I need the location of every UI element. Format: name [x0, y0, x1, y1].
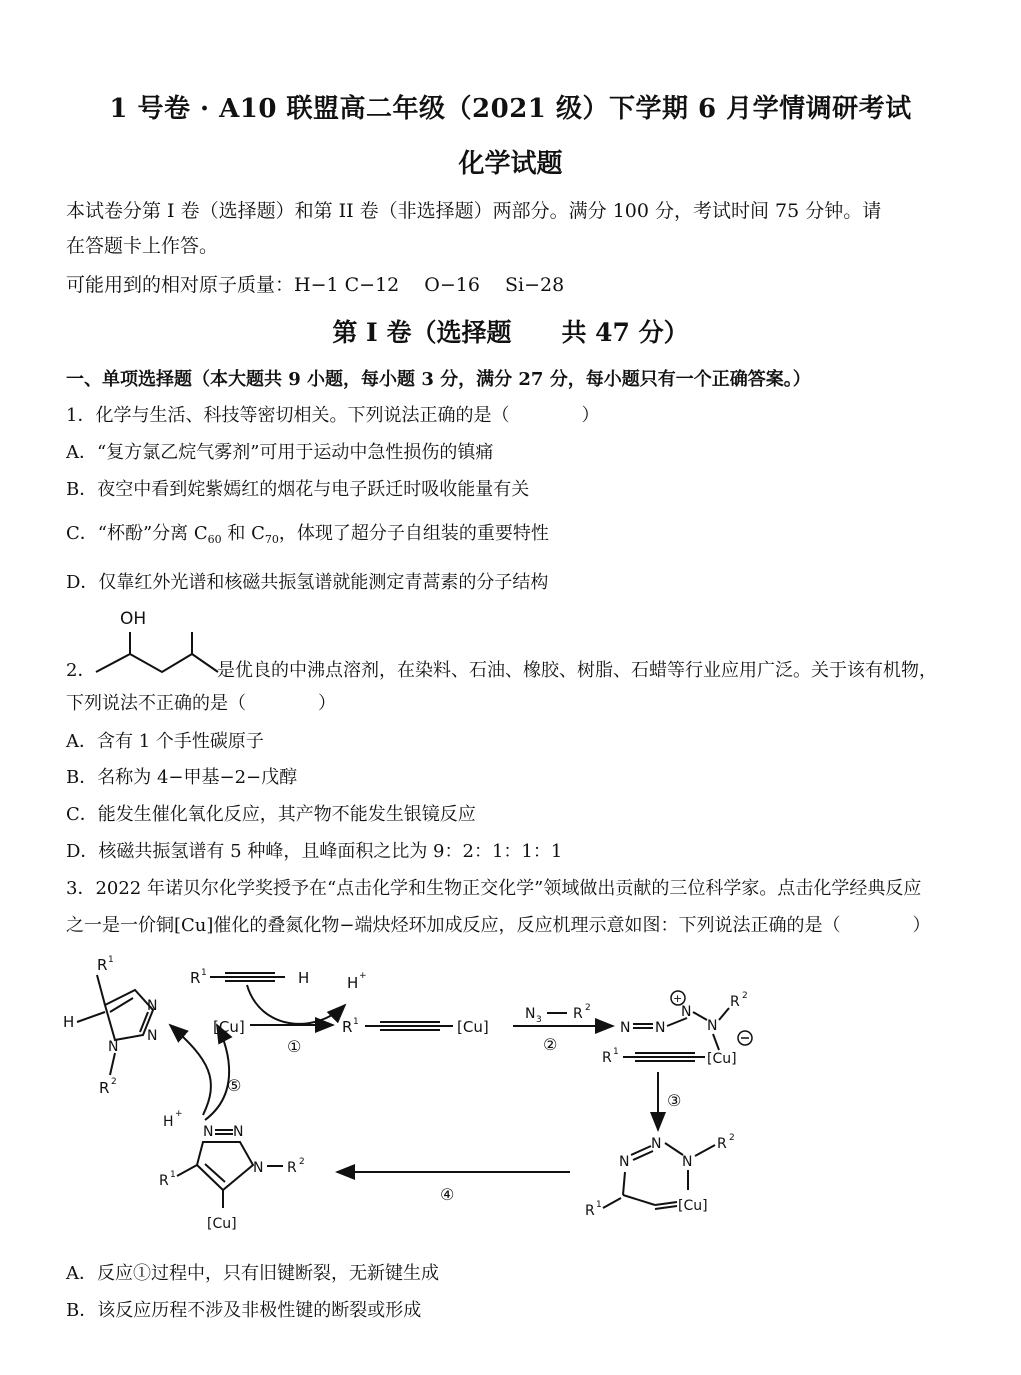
svg-text:H: H	[298, 969, 310, 987]
metallacycle-intermediate	[585, 1133, 735, 1219]
svg-text:2: 2	[729, 1133, 735, 1143]
svg-text:N: N	[147, 1028, 158, 1044]
svg-text:R: R	[717, 1136, 727, 1152]
svg-text:R: R	[190, 969, 201, 987]
svg-text:N: N	[620, 1020, 631, 1036]
section-heading: 一、单项选择题（本大题共 9 小题，每小题 3 分，满分 27 分，每小题只有一个正确答案。）	[66, 369, 811, 390]
svg-text:[Cu]: [Cu]	[707, 1051, 737, 1067]
svg-text:R: R	[287, 1160, 297, 1176]
exam-title: 1 号卷 · A10 联盟高二年级（2021 级）下学期 6 月学情调研考试	[109, 94, 912, 124]
triazole-product	[63, 955, 157, 1097]
svg-text:1: 1	[613, 1047, 619, 1057]
cu-catalyst: [Cu]	[213, 1018, 245, 1036]
q2-option-d: D．核磁共振氢谱有 5 种峰，且峰面积之比为 9：2：1：1：1	[66, 841, 563, 862]
copper-triazolide	[159, 1124, 305, 1232]
skeletal-formula	[92, 604, 222, 684]
svg-text:[Cu]: [Cu]	[678, 1198, 708, 1214]
svg-text:N: N	[681, 1004, 692, 1020]
svg-text:N: N	[655, 1020, 666, 1036]
svg-text:R: R	[573, 1006, 583, 1022]
step-1-label: ①	[287, 1037, 302, 1056]
azide-copper-complex	[602, 991, 752, 1067]
svg-text:1: 1	[108, 955, 114, 965]
svg-text:+: +	[359, 971, 367, 981]
h-plus-released: H	[347, 974, 359, 992]
atomic-masses: 可能用到的相对原子质量：H−1 C−12 O−16 Si−28	[66, 274, 565, 296]
svg-text:N: N	[203, 1124, 214, 1140]
q1-stem: 1．化学与生活、科技等密切相关。下列说法正确的是（ ）	[66, 405, 600, 426]
svg-text:1: 1	[596, 1200, 602, 1210]
step-3-label: ③	[667, 1091, 682, 1110]
svg-text:1: 1	[170, 1170, 176, 1180]
svg-text:2: 2	[111, 1077, 117, 1087]
svg-text:1: 1	[353, 1017, 359, 1027]
svg-text:2: 2	[742, 991, 748, 1001]
svg-text:R: R	[342, 1018, 353, 1036]
subject-title: 化学试题	[458, 149, 563, 179]
q1-option-b: B．夜空中看到姹紫嫣红的烟花与电子跃迁时吸收能量有关	[66, 479, 530, 500]
svg-text:N: N	[651, 1136, 662, 1152]
part1-heading: 第 I 卷（选择题 共 47 分）	[332, 318, 689, 347]
svg-text:N: N	[147, 998, 158, 1014]
svg-text:1: 1	[201, 968, 207, 978]
svg-text:+: +	[175, 1109, 183, 1119]
oh-label: OH	[120, 609, 147, 629]
q2-stem-2: 下列说法不正确的是（ ）	[66, 693, 336, 714]
svg-text:N: N	[682, 1154, 693, 1170]
q2-stem: 是优良的中沸点溶剂，在染料、石油、橡胶、树脂、石蜡等行业应用广泛。关于该有机物，	[217, 660, 937, 681]
q3-stem-2: 之一是一价铜[Cu]催化的叠氮化物−端炔烃环加成反应，反应机理示意如图：下列说法正确的是（ ）	[66, 915, 931, 936]
c60-subscript: 60	[207, 533, 222, 546]
svg-text:H: H	[63, 1013, 75, 1031]
copper-acetylide	[342, 1017, 489, 1036]
svg-text:N: N	[253, 1160, 264, 1176]
q2-number: 2．	[66, 660, 96, 681]
svg-text:R: R	[585, 1203, 595, 1219]
svg-text:R: R	[97, 956, 108, 974]
q3-option-b: B．该反应历程不涉及非极性键的断裂或形成	[66, 1300, 422, 1321]
svg-text:N: N	[707, 1018, 718, 1034]
terminal-alkyne	[190, 968, 309, 987]
svg-text:[Cu]: [Cu]	[457, 1018, 489, 1036]
svg-text:R: R	[159, 1173, 169, 1189]
q1-option-c-pre: C．“杯酚”分离 C	[66, 523, 208, 544]
c70-subscript: 70	[264, 533, 279, 546]
q1-option-c-mid: 和 C	[221, 523, 265, 544]
svg-text:R: R	[99, 1079, 110, 1097]
svg-text:N: N	[233, 1124, 244, 1140]
q1-option-a: A．“复方氯乙烷气雾剂”可用于运动中急性损伤的镇痛	[66, 442, 494, 463]
q2-option-c: C．能发生催化氧化反应，其产物不能发生银镜反应	[66, 804, 476, 825]
intro-line-1: 本试卷分第 I 卷（选择题）和第 II 卷（非选择题）两部分。满分 100 分，考试时间 75 分钟。请	[66, 200, 882, 222]
q1-option-c-post: ，体现了超分子自组装的重要特性	[278, 523, 549, 544]
svg-text:+: +	[673, 992, 683, 1005]
q3-stem-1: 3．2022 年诺贝尔化学奖授予在“点击化学和生物正交化学”领域做出贡献的三位科学家。点击化学经典反应	[66, 878, 922, 899]
svg-text:3: 3	[536, 1015, 542, 1025]
svg-text:[Cu]: [Cu]	[207, 1216, 237, 1232]
svg-text:2: 2	[585, 1003, 591, 1013]
svg-text:R: R	[730, 994, 740, 1010]
reaction-mechanism	[55, 950, 775, 1245]
h-plus-added: H	[163, 1114, 174, 1130]
svg-text:N: N	[108, 1039, 119, 1055]
step-5-label: ⑤	[227, 1076, 242, 1095]
step-4-label: ④	[440, 1185, 455, 1204]
intro-line-2: 在答题卡上作答。	[66, 235, 219, 257]
q1-option-d: D．仅靠红外光谱和核磁共振氢谱就能测定青蒿素的分子结构	[66, 572, 549, 593]
q3-option-a: A．反应①过程中，只有旧键断裂，无新键生成	[66, 1263, 439, 1284]
svg-text:2: 2	[299, 1157, 305, 1167]
svg-text:N: N	[619, 1154, 630, 1170]
step-2-label: ②	[543, 1035, 558, 1054]
svg-text:R: R	[602, 1050, 612, 1066]
azide-reagent: N	[525, 1006, 536, 1022]
q1-option-c	[66, 519, 549, 546]
q2-option-b: B．名称为 4−甲基−2−戊醇	[66, 767, 298, 788]
q2-option-a: A．含有 1 个手性碳原子	[66, 731, 264, 752]
